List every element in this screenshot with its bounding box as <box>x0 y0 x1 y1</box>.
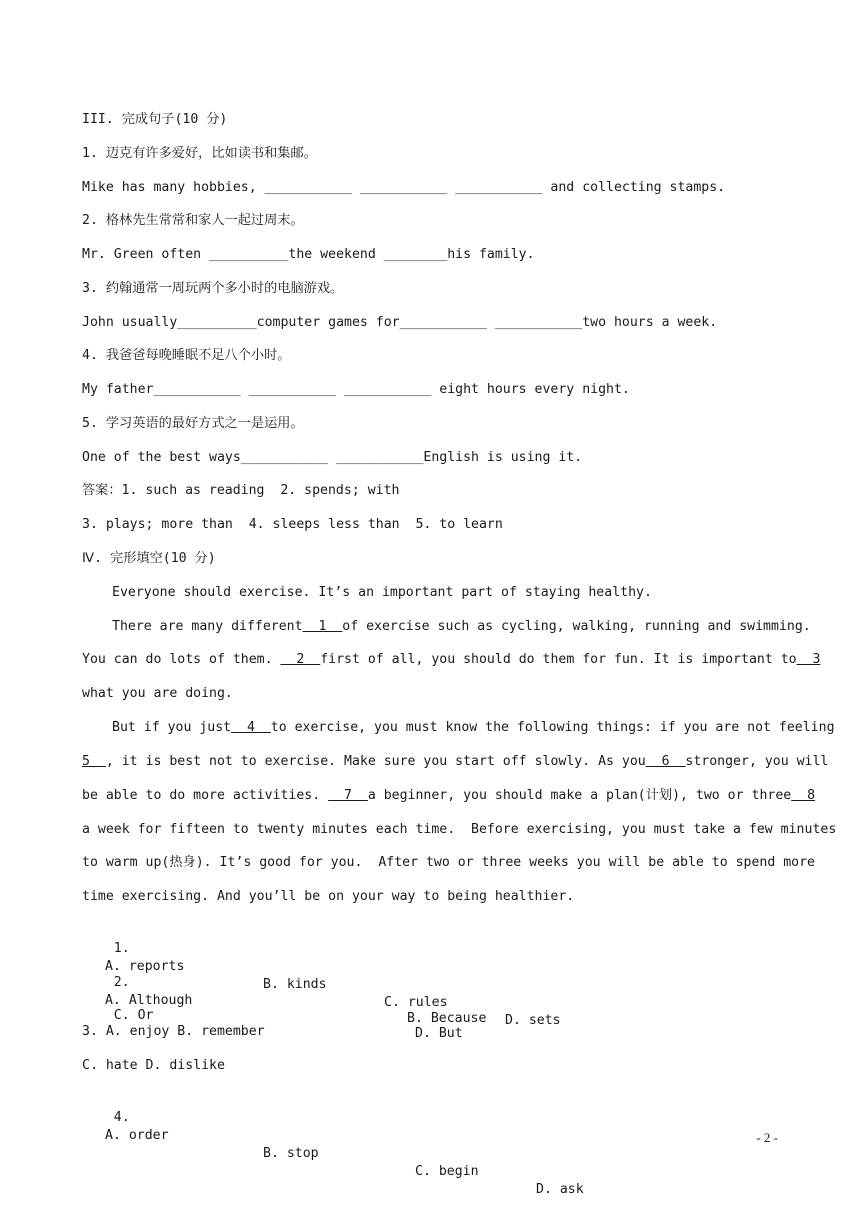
item-5-english: One of the best ways___________ ___________English is using it. <box>82 450 583 465</box>
blank-3: 3 <box>796 652 821 667</box>
question-options: C. Or D. But <box>113 1008 463 1041</box>
answer-line-1: 答案：1. such as reading 2. spends; with <box>82 483 400 498</box>
paragraph-text: to warm up(热身). It’s good for you. After two or three weeks you will be able to spend more <box>82 855 815 870</box>
item-3-chinese: 3. 约翰通常一周玩两个多小时的电脑游戏。 <box>82 281 344 296</box>
paragraph-text: 5 , it is best not to exercise. Make sure you start off slowly. As you 6 stronger, you will <box>82 754 829 769</box>
blank-8: 8 <box>791 788 816 803</box>
blank-4: 4 <box>231 720 271 735</box>
paragraph-text: be able to do more activities. 7 a beginner, you should make a plan(计划), two or three 8 <box>82 788 816 803</box>
item-2-english: Mr. Green often __________the weekend ________his family. <box>82 247 535 262</box>
item-5-chinese: 5. 学习英语的最好方式之一是运用。 <box>82 416 304 431</box>
question-options: 3. A. enjoy B. remember <box>82 1024 265 1039</box>
item-4-chinese: 4. 我爸爸每晚睡眠不足八个小时。 <box>82 348 291 363</box>
paragraph-text: Everyone should exercise. It’s an important part of staying healthy. <box>112 585 652 600</box>
question-options: 2. A. Although B. Because <box>105 975 487 1026</box>
paragraph-text: a week for fifteen to twenty minutes each time. Before exercising, you must take a few minutes <box>82 822 837 837</box>
section-heading: III. 完成句子(10 分) <box>82 112 228 127</box>
item-1-chinese: 1. 迈克有许多爱好，比如读书和集邮。 <box>82 146 317 161</box>
question-options: C. hate D. dislike <box>82 1058 225 1073</box>
paragraph-text: what you are doing. <box>82 686 233 701</box>
blank-6: 6 <box>645 754 686 769</box>
blank-2: 2 <box>280 652 321 667</box>
item-1-english: Mike has many hobbies, ___________ ___________ ___________ and collecting stamps. <box>82 180 726 195</box>
item-4-english: My father___________ ___________ ___________ eight hours every night. <box>82 382 630 397</box>
item-2-chinese: 2. 格林先生常常和家人一起过周末。 <box>82 213 304 228</box>
blank-1: 1 <box>302 619 343 634</box>
blank-5: 5 <box>82 754 106 769</box>
item-3-english: John usually__________computer games for___________ ___________two hours a week. <box>82 315 718 330</box>
paragraph-text: You can do lots of them. 2 first of all, you should do them for fun. It is important to 3 <box>82 652 821 667</box>
answer-line-2: 3. plays; more than 4. sleeps less than 5. to learn <box>82 517 503 532</box>
question-options: 1. A. reports B. kinds C. rules D. sets <box>105 941 561 1028</box>
section-heading: Ⅳ. 完形填空(10 分) <box>82 551 216 566</box>
paragraph-text: But if you just 4 to exercise, you must know the following things: if you are not feeling <box>112 720 835 735</box>
paragraph-text: time exercising. And you’ll be on your way to being healthier. <box>82 889 575 904</box>
blank-7: 7 <box>328 788 368 803</box>
question-options: 4. A. order B. stop C. begin D. ask <box>105 1110 584 1197</box>
page-number: - 2 - <box>756 1130 778 1145</box>
paragraph-text: There are many different 1 of exercise such as cycling, walking, running and swimming. <box>112 619 811 634</box>
